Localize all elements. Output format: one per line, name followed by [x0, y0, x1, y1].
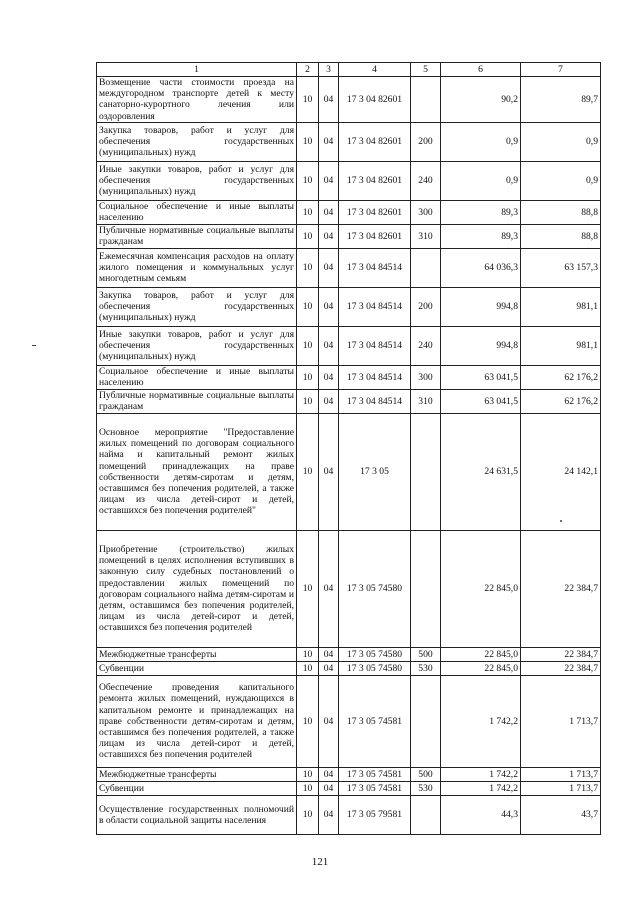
- column-3-cell: 04: [319, 248, 339, 287]
- column-3-cell: 04: [319, 389, 339, 413]
- executed-amount-cell: 63 157,3: [521, 248, 601, 287]
- column-2-cell: 10: [297, 122, 319, 161]
- code-cell: 17 3 05 74581: [339, 675, 411, 767]
- executed-amount-cell: 43,7: [521, 795, 601, 834]
- column-3-cell: 04: [319, 365, 339, 389]
- expense-type-cell: [411, 413, 441, 530]
- column-2-cell: 10: [297, 781, 319, 795]
- column-3-cell: 04: [319, 675, 339, 767]
- amount-cell: 1 742,2: [441, 767, 521, 781]
- header-cell: 1: [97, 63, 297, 77]
- column-2-cell: 10: [297, 161, 319, 200]
- column-2-cell: 10: [297, 248, 319, 287]
- executed-amount-cell: 88,8: [521, 200, 601, 224]
- row-name: Закупка товаров, работ и услуг для обеспечения государственных (муниципальных) нужд: [97, 287, 297, 326]
- table-row: [97, 248, 601, 287]
- table-row: [97, 365, 601, 389]
- code-cell: 17 3 04 82601: [339, 77, 411, 123]
- column-3-cell: 04: [319, 161, 339, 200]
- column-2-cell: 10: [297, 767, 319, 781]
- code-cell: 17 3 04 84514: [339, 365, 411, 389]
- expense-type-cell: [411, 248, 441, 287]
- column-3-cell: 04: [319, 781, 339, 795]
- row-name: Публичные нормативные социальные выплаты гражданам: [97, 224, 297, 248]
- expense-type-cell: 500: [411, 647, 441, 661]
- table-row: [97, 200, 601, 224]
- expense-type-cell: 300: [411, 200, 441, 224]
- column-2-cell: 10: [297, 77, 319, 123]
- executed-amount-cell: 0,9: [521, 161, 601, 200]
- code-cell: 17 3 05 74580: [339, 647, 411, 661]
- margin-mark: [32, 345, 36, 346]
- code-cell: 17 3 05 74580: [339, 661, 411, 675]
- table-row: [97, 767, 601, 781]
- amount-cell: 22 845,0: [441, 647, 521, 661]
- page-number: 121: [311, 856, 329, 868]
- column-2-cell: 10: [297, 661, 319, 675]
- table-row: [97, 224, 601, 248]
- expense-type-cell: 500: [411, 767, 441, 781]
- code-cell: 17 3 05 74580: [339, 530, 411, 647]
- header-cell: 2: [297, 63, 319, 77]
- expense-type-cell: 310: [411, 389, 441, 413]
- header-row: [97, 63, 601, 77]
- expense-type-cell: 530: [411, 661, 441, 675]
- column-2-cell: 10: [297, 200, 319, 224]
- expense-type-cell: [411, 530, 441, 647]
- column-3-cell: 04: [319, 795, 339, 834]
- row-name: Межбюджетные трансферты: [97, 647, 297, 661]
- executed-amount-cell: 62 176,2: [521, 389, 601, 413]
- row-name: Межбюджетные трансферты: [97, 767, 297, 781]
- column-2-cell: 10: [297, 326, 319, 365]
- code-cell: 17 3 04 82601: [339, 224, 411, 248]
- table-row: [97, 326, 601, 365]
- budget-table: [96, 62, 601, 835]
- column-2-cell: 10: [297, 389, 319, 413]
- table-row: [97, 389, 601, 413]
- row-name: Основное мероприятие "Предоставление жилых помещений по договорам социального найма и капитальный ремонт жилых помещений принадлежащих на праве собственности детям-сиротам и детям, оставшимся без попечения родителей, а также лицам из числа детей-сирот и детей, оставшихся без попечения родителей": [97, 413, 297, 530]
- column-2-cell: 10: [297, 530, 319, 647]
- expense-type-cell: 240: [411, 326, 441, 365]
- code-cell: 17 3 04 84514: [339, 248, 411, 287]
- executed-amount-cell: 1 713,7: [521, 781, 601, 795]
- row-name: Ежемесячная компенсация расходов на оплату жилого помещения и коммунальных услуг многодетным семьям: [97, 248, 297, 287]
- executed-amount-cell: 981,1: [521, 287, 601, 326]
- amount-cell: 0,9: [441, 122, 521, 161]
- table-row: [97, 413, 601, 530]
- expense-type-cell: 530: [411, 781, 441, 795]
- table-row: [97, 530, 601, 647]
- code-cell: 17 3 04 84514: [339, 389, 411, 413]
- column-3-cell: 04: [319, 200, 339, 224]
- table-row: [97, 161, 601, 200]
- column-3-cell: 04: [319, 77, 339, 123]
- amount-cell: 63 041,5: [441, 365, 521, 389]
- code-cell: 17 3 05 74581: [339, 767, 411, 781]
- code-cell: 17 3 04 84514: [339, 287, 411, 326]
- code-cell: 17 3 05: [339, 413, 411, 530]
- executed-amount-cell: 1 713,7: [521, 675, 601, 767]
- row-name: Иные закупки товаров, работ и услуг для обеспечения государственных (муниципальных) нужд: [97, 326, 297, 365]
- amount-cell: 64 036,3: [441, 248, 521, 287]
- expense-type-cell: 310: [411, 224, 441, 248]
- row-name: Социальное обеспечение и иные выплаты населению: [97, 200, 297, 224]
- row-name: Социальное обеспечение и иные выплаты населению: [97, 365, 297, 389]
- executed-amount-cell: 88,8: [521, 224, 601, 248]
- row-name: Закупка товаров, работ и услуг для обеспечения государственных (муниципальных) нужд: [97, 122, 297, 161]
- amount-cell: 22 845,0: [441, 530, 521, 647]
- table-row: [97, 77, 601, 123]
- amount-cell: 1 742,2: [441, 781, 521, 795]
- column-3-cell: 04: [319, 122, 339, 161]
- code-cell: 17 3 04 82601: [339, 200, 411, 224]
- amount-cell: 22 845,0: [441, 661, 521, 675]
- table-row: [97, 661, 601, 675]
- column-2-cell: 10: [297, 795, 319, 834]
- amount-cell: 994,8: [441, 287, 521, 326]
- column-3-cell: 04: [319, 413, 339, 530]
- expense-type-cell: 300: [411, 365, 441, 389]
- expense-type-cell: 200: [411, 122, 441, 161]
- column-2-cell: 10: [297, 365, 319, 389]
- table-row: [97, 781, 601, 795]
- column-2-cell: 10: [297, 287, 319, 326]
- executed-amount-cell: 22 384,7: [521, 530, 601, 647]
- executed-amount-cell: 62 176,2: [521, 365, 601, 389]
- amount-cell: 90,2: [441, 77, 521, 123]
- executed-amount-cell: 22 384,7: [521, 647, 601, 661]
- header-cell: 6: [441, 63, 521, 77]
- code-cell: 17 3 05 79581: [339, 795, 411, 834]
- executed-amount-cell: 1 713,7: [521, 767, 601, 781]
- header-cell: 5: [411, 63, 441, 77]
- table-row: [97, 287, 601, 326]
- amount-cell: 89,3: [441, 200, 521, 224]
- executed-amount-cell: 981,1: [521, 326, 601, 365]
- table-row: [97, 675, 601, 767]
- table-row: [97, 795, 601, 834]
- column-2-cell: 10: [297, 413, 319, 530]
- code-cell: 17 3 04 84514: [339, 326, 411, 365]
- column-2-cell: 10: [297, 224, 319, 248]
- amount-cell: 994,8: [441, 326, 521, 365]
- code-cell: 17 3 04 82601: [339, 122, 411, 161]
- amount-cell: 63 041,5: [441, 389, 521, 413]
- column-2-cell: 10: [297, 647, 319, 661]
- row-name: Возмещение части стоимости проезда на междугородном транспорте детей к месту санаторно-курортного лечения или оздоровления: [97, 77, 297, 123]
- column-3-cell: 04: [319, 326, 339, 365]
- column-3-cell: 04: [319, 767, 339, 781]
- executed-amount-cell: 24 142,1: [521, 413, 601, 530]
- column-3-cell: 04: [319, 647, 339, 661]
- amount-cell: 44,3: [441, 795, 521, 834]
- expense-type-cell: 200: [411, 287, 441, 326]
- expense-type-cell: 240: [411, 161, 441, 200]
- expense-type-cell: [411, 675, 441, 767]
- row-name: Осуществление государственных полномочий в области социальной защиты населения: [97, 795, 297, 834]
- amount-cell: 89,3: [441, 224, 521, 248]
- row-name: Публичные нормативные социальные выплаты гражданам: [97, 389, 297, 413]
- column-2-cell: 10: [297, 675, 319, 767]
- executed-amount-cell: 0,9: [521, 122, 601, 161]
- expense-type-cell: [411, 77, 441, 123]
- column-3-cell: 04: [319, 661, 339, 675]
- column-3-cell: 04: [319, 287, 339, 326]
- row-name: Иные закупки товаров, работ и услуг для обеспечения государственных (муниципальных) нужд: [97, 161, 297, 200]
- code-cell: 17 3 05 74581: [339, 781, 411, 795]
- margin-dot: [560, 520, 562, 522]
- executed-amount-cell: 22 384,7: [521, 661, 601, 675]
- amount-cell: 24 631,5: [441, 413, 521, 530]
- row-name: Приобретение (строительство) жилых помещений в целях исполнения вступивших в законную силу судебных постановлений о предоставлении жилых помещений по договорам социального найма детям-сиротам и детям, оставшимся без попечения родителей, лицам из числа детей-сирот и детей, оставшихся без попечения родителей: [97, 530, 297, 647]
- expense-type-cell: [411, 795, 441, 834]
- row-name: Субвенции: [97, 661, 297, 675]
- column-3-cell: 04: [319, 530, 339, 647]
- table-row: [97, 647, 601, 661]
- row-name: Субвенции: [97, 781, 297, 795]
- row-name: Обеспечение проведения капитального ремонта жилых помещений, нуждающихся в капитальном ремонте и принадлежащих на праве собственности детям-сиротам и детям, оставшимся без попечения родителей, а также лицам из числа детей-сирот и детей, оставшихся без попечения родителей: [97, 675, 297, 767]
- header-cell: 4: [339, 63, 411, 77]
- executed-amount-cell: 89,7: [521, 77, 601, 123]
- code-cell: 17 3 04 82601: [339, 161, 411, 200]
- table-row: [97, 122, 601, 161]
- column-3-cell: 04: [319, 224, 339, 248]
- amount-cell: 0,9: [441, 161, 521, 200]
- header-cell: 7: [521, 63, 601, 77]
- amount-cell: 1 742,2: [441, 675, 521, 767]
- header-cell: 3: [319, 63, 339, 77]
